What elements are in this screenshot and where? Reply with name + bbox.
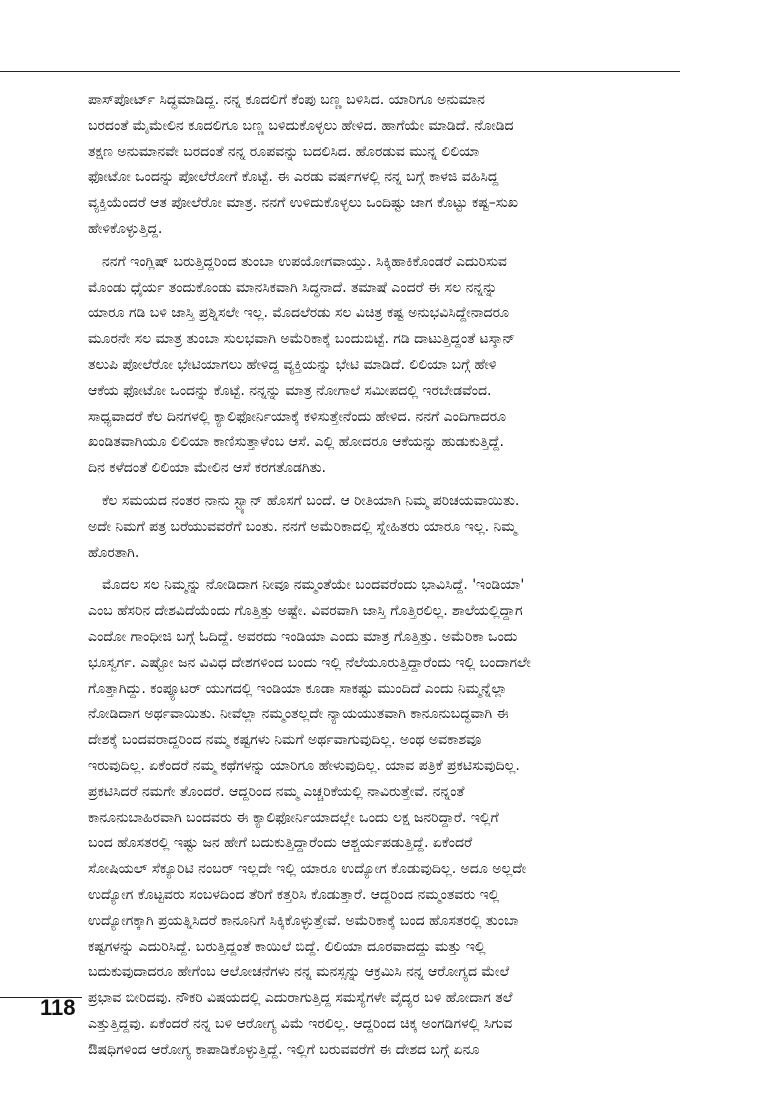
text-line: ಬದುಕುವುದಾದರೂ ಹೇಗೆಂಬ ಆಲೋಚನೆಗಳು ನನ್ನ ಮನಸ್ಸನ್ನು ಆಕ್ರಮಿಸಿ ನನ್ನ ಆರೋಗ್ಯದ ಮೇಲೆ (88, 964, 510, 981)
text-line: ಎಂಬ ಹೆಸರಿನ ದೇಶವಿದೆಯೆಂದು ಗೊತ್ತಿತ್ತು ಅಷ್ಟೇ. ವಿವರವಾಗಿ ಜಾಸ್ತಿ ಗೊತ್ತಿರಲಿಲ್ಲ. ಶಾಲೆಯಲ್ಲಿದ್ದಾಗ (88, 603, 523, 620)
text-line: ಖಂಡಿತವಾಗಿಯೂ ಲಿಲಿಯಾ ಕಾಣಿಸುತ್ತಾಳೆಂಬ ಆಸೆ. ಎಲ್ಲಿ ಹೋದರೂ ಆಕೆಯನ್ನು ಹುಡುಕುತ್ತಿದ್ದೆ. (88, 434, 504, 451)
page-number: 118 (40, 995, 76, 1020)
paragraph-1 (88, 88, 674, 243)
text-line: ಮೊಂಡು ಧೈರ್ಯ ತಂದುಕೊಂಡು ಮಾನಸಿಕವಾಗಿ ಸಿದ್ಧನಾದೆ. ತಮಾಷೆ ಎಂದರೆ ಈ ಸಲ ನನ್ನನ್ನು (88, 279, 498, 296)
text-line: ಕಾನೂನುಬಾಹಿರವಾಗಿ ಬಂದವರು ಈ ಕ್ಯಾಲಿಫೋರ್ನಿಯಾದಲ್ಲೇ ಒಂದು ಲಕ್ಷ ಜನರಿದ್ದಾರೆ. ಇಲ್ಲಿಗೆ (88, 809, 499, 826)
text-line: ಇರುವುದಿಲ್ಲ. ಏಕೆಂದರೆ ನಮ್ಮ ಕಥೆಗಳನ್ನು ಯಾರಿಗೂ ಹೇಳುವುದಿಲ್ಲ. ಯಾವ ಪತ್ರಿಕೆ ಪ್ರಕಟಿಸುವುದಿಲ್ಲ. (88, 757, 520, 774)
text-line: ನನಗೆ ಇಂಗ್ಲಿಷ್ ಬರುತ್ತಿದ್ದರಿಂದ ತುಂಬಾ ಉಪಯೋಗವಾಯ್ತು. ಸಿಕ್ಕಿಹಾಕಿಕೊಂಡರೆ ಎದುರಿಸುವ (102, 253, 507, 270)
text-line: ಸಾಧ್ಯವಾದರೆ ಕೆಲ ದಿನಗಳಲ್ಲಿ ಕ್ಯಾಲಿಫೋರ್ನಿಯಾಕ್ಕೆ ಕಳಿಸುತ್ತೇನೆಂದು ಹೇಳಿದ. ನನಗೆ ಎಂದಿಗಾದರೂ (88, 408, 507, 425)
text-line: ಪಾಸ್‌ಪೋರ್ಟ್ ಸಿದ್ಧಮಾಡಿದ್ದ. ನನ್ನ ಕೂದಲಿಗೆ ಕೆಂಪು ಬಣ್ಣ ಬಳಿಸಿದ. ಯಾರಿಗೂ ಅನುಮಾನ (88, 92, 485, 108)
text-line: ಕೆಲ ಸಮಯದ ನಂತರ ನಾನು ಸ್ಟ್ಯಾನ್ ಹೊಸಗೆ ಬಂದೆ. ಆ ರೀತಿಯಾಗಿ ನಿಮ್ಮ ಪರಿಚಯವಾಯಿತು. (102, 492, 520, 509)
text-line: ವ್ಯಕ್ತಿಯೆಂದರೆ ಆತ ಪೋಲೆರೋ ಮಾತ್ರ. ನನಗೆ ಉಳಿದುಕೊಳ್ಳಲು ಒಂದಿಷ್ಟು ಜಾಗ ಕೊಟ್ಟು ಕಷ್ಟ–ಸುಖ (88, 195, 518, 212)
text-line: ಅದೇ ನಿಮಗೆ ಪತ್ರ ಬರೆಯುವವರೆಗೆ ಬಂತು. ನನಗೆ ಅಮೆರಿಕಾದಲ್ಲಿ ಸ್ನೇಹಿತರು ಯಾರೂ ಇಲ್ಲ. ನಿಮ್ಮ (88, 518, 517, 535)
header-rule (0, 71, 680, 72)
text-line: ದಿನ ಕಳೆದಂತೆ ಲಿಲಿಯಾ ಮೇಲಿನ ಆಸೆ ಕರಗತೊಡಗಿತು. (88, 460, 326, 477)
text-line: ಭೂಸ್ವರ್ಗ. ಎಷ್ಟೋ ಜನ ವಿವಿಧ ದೇಶಗಳಿಂದ ಬಂದು ಇಲ್ಲಿ ನೆಲೆಯೂರುತ್ತಿದ್ದಾರೆಂದು ಇಲ್ಲಿ ಬಂದಾಗಲೇ (88, 654, 531, 671)
paragraph-3 (88, 489, 674, 566)
text-line: ಪ್ರಕಟಿಸಿದರೆ ನಮಗೇ ತೊಂದರೆ. ಆದ್ದರಿಂದ ನಮ್ಮ ಎಚ್ಚರಿಕೆಯಲ್ಲಿ ನಾವಿರುತ್ತೇವೆ. ನನ್ನಂತೆ (88, 783, 465, 800)
text-line: ಯಾರೂ ಗಡಿ ಬಳಿ ಜಾಸ್ತಿ ಪ್ರಶ್ನಿಸಲೇ ಇಲ್ಲ. ಮೊದಲೆರಡು ಸಲ ವಿಚಿತ್ರ ಕಷ್ಟ ಅನುಭವಿಸಿದ್ದೇನಾದರೂ (88, 305, 510, 322)
text-line: ಎತ್ತುತ್ತಿದ್ದವು. ಏಕೆಂದರೆ ನನ್ನ ಬಳಿ ಆರೋಗ್ಯ ವಿಮೆ ಇರಲಿಲ್ಲ. ಆದ್ದರಿಂದ ಚಿಕ್ಕ ಅಂಗಡಿಗಳಲ್ಲಿ ಸಿಗುವ (88, 1015, 513, 1032)
paragraph-4 (88, 573, 674, 1063)
text-line: ಮೂರನೇ ಸಲ ಮಾತ್ರ ತುಂಬಾ ಸುಲಭವಾಗಿ ಅಮೆರಿಕಾಕ್ಕೆ ಬಂದುಬಿಟ್ಟೆ. ಗಡಿ ದಾಟುತ್ತಿದ್ದಂತೆ ಟಸ್ಕಾನ್ (88, 331, 515, 348)
text-line: ಉದ್ಯೋಗ ಕೊಟ್ಟವರು ಸಂಬಳದಿಂದ ತೆರಿಗೆ ಕತ್ತರಿಸಿ ಕೊಡುತ್ತಾರೆ. ಆದ್ದರಿಂದ ನಮ್ಮಂತವರು ಇಲ್ಲಿ (88, 886, 500, 903)
text-line: ದೇಶಕ್ಕೆ ಬಂದವರಾದ್ದರಿಂದ ನಮ್ಮ ಕಷ್ಟಗಳು ನಿಮಗೆ ಅರ್ಥವಾಗುವುದಿಲ್ಲ. ಅಂಥ ಅವಕಾಶವೂ (88, 732, 482, 749)
text-line: ಹೊರತಾಗಿ. (88, 544, 140, 561)
text-line: ಗೊತ್ತಾಗಿದ್ದು. ಕಂಪ್ಯೂಟರ್ ಯುಗದಲ್ಲಿ ಇಂಡಿಯಾ ಕೂಡಾ ಸಾಕಷ್ಟು ಮುಂದಿದೆ ಎಂದು ನಿಮ್ಮನ್ನೆಲ್ಲಾ (88, 680, 508, 697)
text-line: ಬರದಂತೆ ಮೈಮೇಲಿನ ಕೂದಲಿಗೂ ಬಣ್ಣ ಬಳಿದುಕೊಳ್ಳಲು ಹೇಳಿದ. ಹಾಗೆಯೇ ಮಾಡಿದೆ. ನೋಡಿದ (88, 117, 514, 134)
text-line: ಆಕೆಯ ಫೋಟೋ ಒಂದನ್ನು ಕೊಟ್ಟೆ. ನನ್ನನ್ನು ಮಾತ್ರ ನೋಗಾಲೆ ಸಮೀಪದಲ್ಲಿ ಇರಬೇಡವೆಂದ. (88, 382, 492, 399)
paragraph-2 (88, 250, 674, 482)
text-line: ನೋಡಿದಾಗ ಅರ್ಥವಾಯಿತು. ನೀವೆಲ್ಲಾ ನಮ್ಮಂತಲ್ಲದೇ ನ್ಯಾಯಯುತವಾಗಿ ಕಾನೂನುಬದ್ಧವಾಗಿ ಈ (88, 706, 509, 723)
text-line: ಮೊದಲ ಸಲ ನಿಮ್ಮನ್ನು ನೋಡಿದಾಗ ನೀವೂ ನಮ್ಮಂತೆಯೇ ಬಂದವರೆಂದು ಭಾವಿಸಿದ್ದೆ. 'ಇಂಡಿಯಾ' (102, 577, 525, 594)
text-line: ಎಂದೋ ಗಾಂಧೀಜಿ ಬಗ್ಗೆ ಓದಿದ್ದೆ. ಅವರದು ಇಂಡಿಯಾ ಎಂದು ಮಾತ್ರ ಗೊತ್ತಿತ್ತು. ಅಮೆರಿಕಾ ಒಂದು (88, 628, 518, 645)
text-line: ಉದ್ಯೋಗಕ್ಕಾಗಿ ಪ್ರಯತ್ನಿಸಿದರೆ ಕಾನೂನಿಗೆ ಸಿಕ್ಕಿಕೊಳ್ಳುತ್ತೇವೆ. ಅಮೆರಿಕಾಕ್ಕೆ ಬಂದ ಹೊಸತರಲ್ಲಿ ತುಂಬಾ (88, 912, 519, 929)
text-line: ಸೋಷಿಯಲ್ ಸೆಕ್ಯೂರಿಟಿ ನಂಬರ್ ಇಲ್ಲದೇ ಇಲ್ಲಿ ಯಾರೂ ಉದ್ಯೋಗ ಕೊಡುವುದಿಲ್ಲ. ಅದೂ ಅಲ್ಲದೇ (88, 861, 527, 878)
text-line: ತಲುಪಿ ಪೋಲೆರೋ ಭೇಟಿಯಾಗಲು ಹೇಳಿದ್ದ ವ್ಯಕ್ತಿಯನ್ನು ಭೇಟಿ ಮಾಡಿದೆ. ಲಿಲಿಯಾ ಬಗ್ಗೆ ಹೇಳಿ (88, 356, 497, 373)
body-text (88, 88, 674, 1070)
text-line: ಕಷ್ಟಗಳನ್ನು ಎದುರಿಸಿದ್ದೆ. ಬರುತ್ತಿದ್ದಂತೆ ಕಾಯಿಲೆ ಬಿದ್ದೆ. ಲಿಲಿಯಾ ದೂರವಾದದ್ದು ಮತ್ತು ಇಲ್ಲಿ (88, 938, 486, 955)
text-line: ಪ್ರಭಾವ ಬೀರಿದವು. ನೌಕರಿ ವಿಷಯದಲ್ಲಿ ಎದುರಾಗುತ್ತಿದ್ದ ಸಮಸ್ಯೆಗಳೇ ವೈದ್ಯರ ಬಳಿ ಹೋದಾಗ ತಲೆ (88, 990, 513, 1007)
text-line: ಹೇಳಿಕೊಳ್ಳುತ್ತಿದ್ದ. (88, 220, 163, 237)
text-line: ಫೋಟೋ ಒಂದನ್ನು ಪೋಲೆರೋಗೆ ಕೊಟ್ಟೆ. ಈ ಎರಡು ವರ್ಷಗಳಲ್ಲಿ ನನ್ನ ಬಗ್ಗೆ ಕಾಳಜಿ ವಹಿಸಿದ್ದ (88, 169, 499, 186)
text-line: ತಕ್ಷಣ ಅನುಮಾನವೇ ಬರದಂತೆ ನನ್ನ ರೂಪವನ್ನು ಬದಲಿಸಿದ. ಹೊರಡುವ ಮುನ್ನ ಲಿಲಿಯಾ (88, 143, 480, 160)
text-line: ಬಂದ ಹೊಸತರಲ್ಲಿ ಇಷ್ಟು ಜನ ಹೇಗೆ ಬದುಕುತ್ತಿದ್ದಾರೆಂದು ಆಶ್ಚರ್ಯಪಡುತ್ತಿದ್ದೆ. ಏಕೆಂದರೆ (88, 835, 473, 852)
text-line: ಔಷಧಿಗಳಿಂದ ಆರೋಗ್ಯ ಕಾಪಾಡಿಕೊಳ್ಳುತ್ತಿದ್ದೆ. ಇಲ್ಲಿಗೆ ಬರುವವರೆಗೆ ಈ ದೇಶದ ಬಗ್ಗೆ ಏನೂ (88, 1041, 480, 1058)
